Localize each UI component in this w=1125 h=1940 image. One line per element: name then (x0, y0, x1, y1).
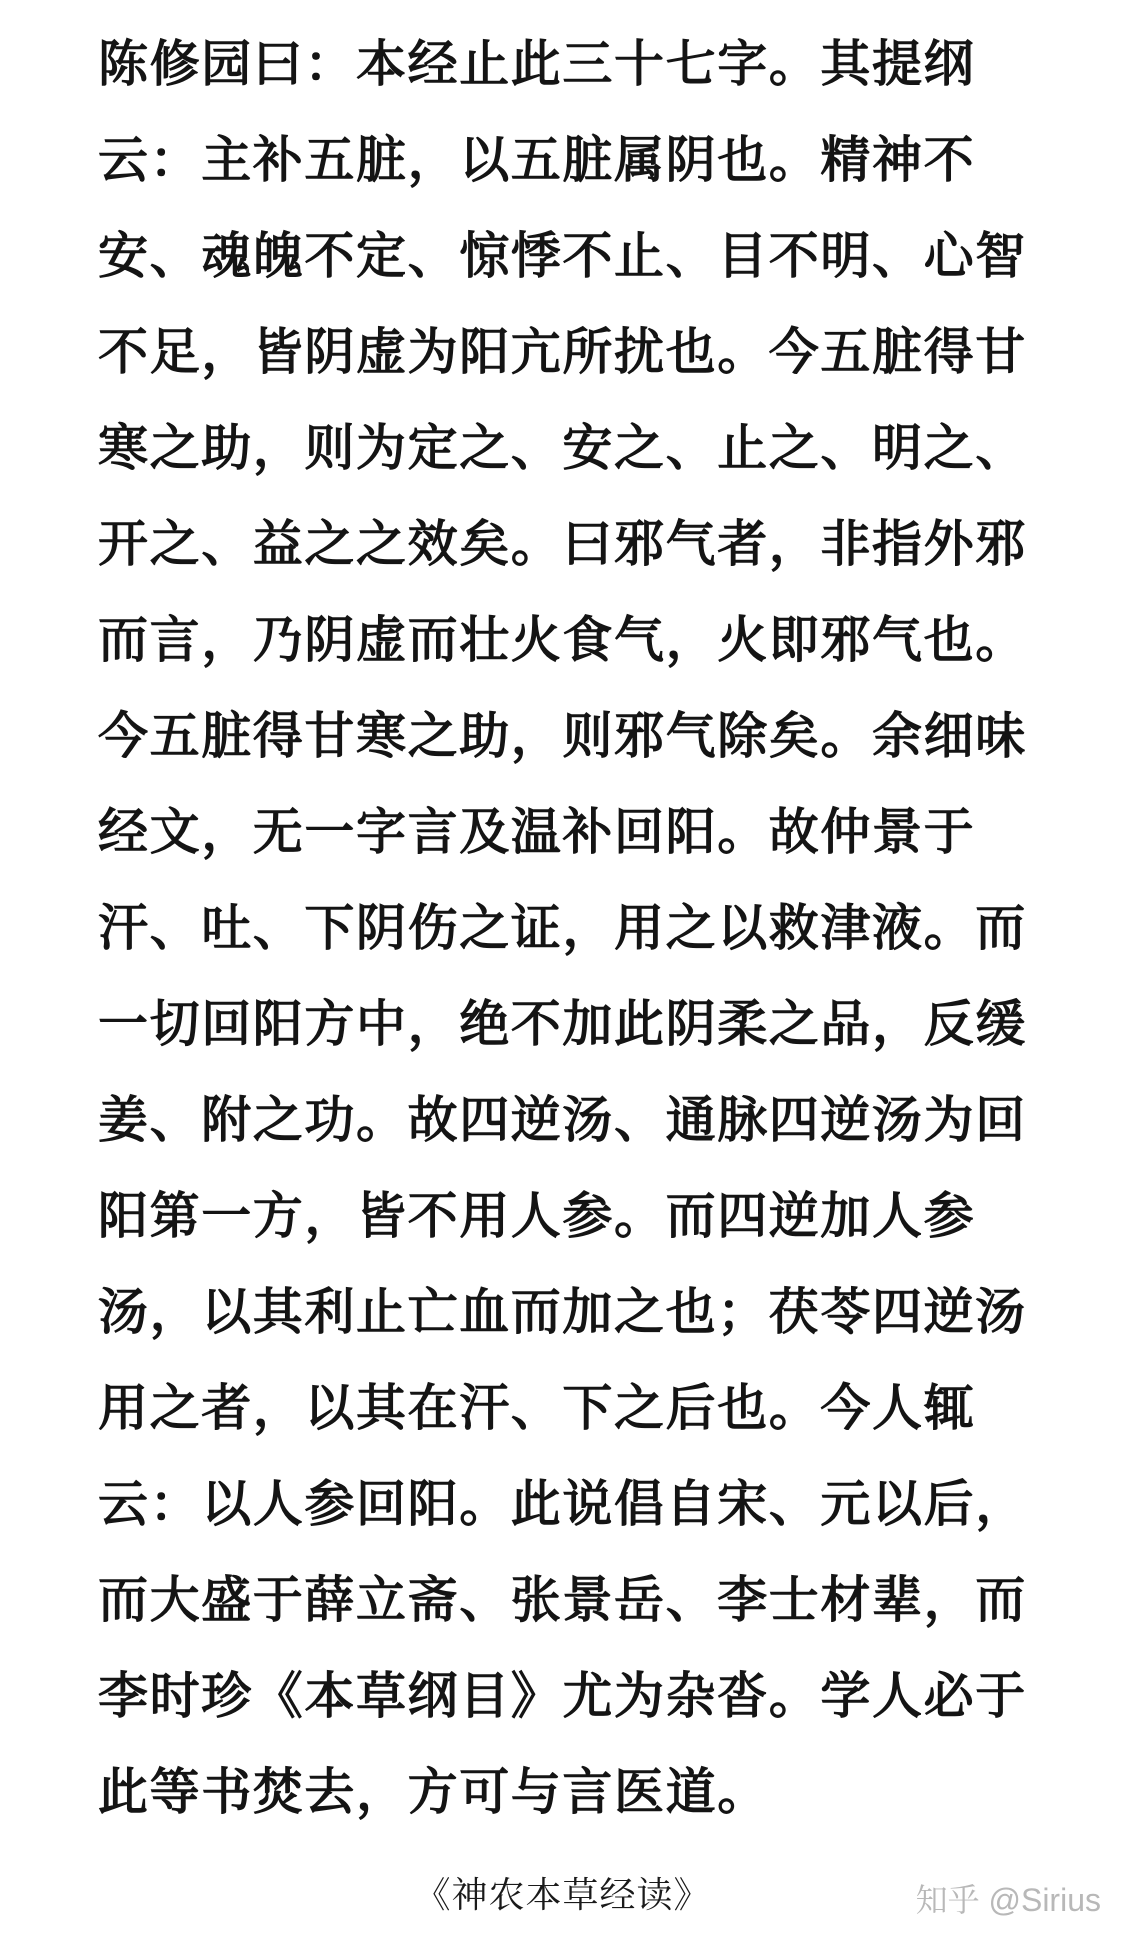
text-line: 阳第一方，皆不用人参。而四逆加人参 (98, 1187, 976, 1245)
text-line: 云：主补五脏，以五脏属阴也。精神不 (98, 131, 976, 189)
text-line: 姜、附之功。故四逆汤、通脉四逆汤为回 (98, 1091, 1027, 1149)
source-caption: 《神农本草经读》 (414, 1875, 711, 1916)
text-line: 而大盛于薛立斋、张景岳、李士材辈，而 (98, 1571, 1027, 1629)
watermark: 知乎 @Sirius (915, 1882, 1101, 1918)
text-line: 今五脏得甘寒之助，则邪气除矣。余细味 (98, 707, 1027, 765)
text-line: 李时珍《本草纲目》尤为杂沓。学人必于 (98, 1667, 1027, 1725)
text-line: 安、魂魄不定、惊悸不止、目不明、心智 (98, 227, 1027, 285)
text-line: 陈修园曰：本经止此三十七字。其提纲 (98, 35, 976, 93)
text-line: 云：以人参回阳。此说倡自宋、元以后， (98, 1475, 1027, 1533)
text-line: 不足，皆阴虚为阳亢所扰也。今五脏得甘 (98, 323, 1027, 381)
text-line: 而言，乃阴虚而壮火食气，火即邪气也。 (98, 611, 1027, 669)
text-line: 用之者，以其在汗、下之后也。今人辄 (98, 1379, 976, 1437)
text-line: 此等书焚去，方可与言医道。 (98, 1763, 769, 1821)
text-line: 经文，无一字言及温补回阳。故仲景于 (98, 803, 976, 861)
body-text (98, 16, 1033, 1840)
text-line: 汗、吐、下阴伤之证，用之以救津液。而 (98, 899, 1027, 957)
text-line: 汤，以其利止亡血而加之也；茯苓四逆汤 (98, 1283, 1027, 1341)
text-line: 一切回阳方中，绝不加此阴柔之品，反缓 (98, 995, 1027, 1053)
text-line: 开之、益之之效矣。曰邪气者，非指外邪 (98, 515, 1027, 573)
text-line: 寒之助，则为定之、安之、止之、明之、 (98, 419, 1027, 477)
